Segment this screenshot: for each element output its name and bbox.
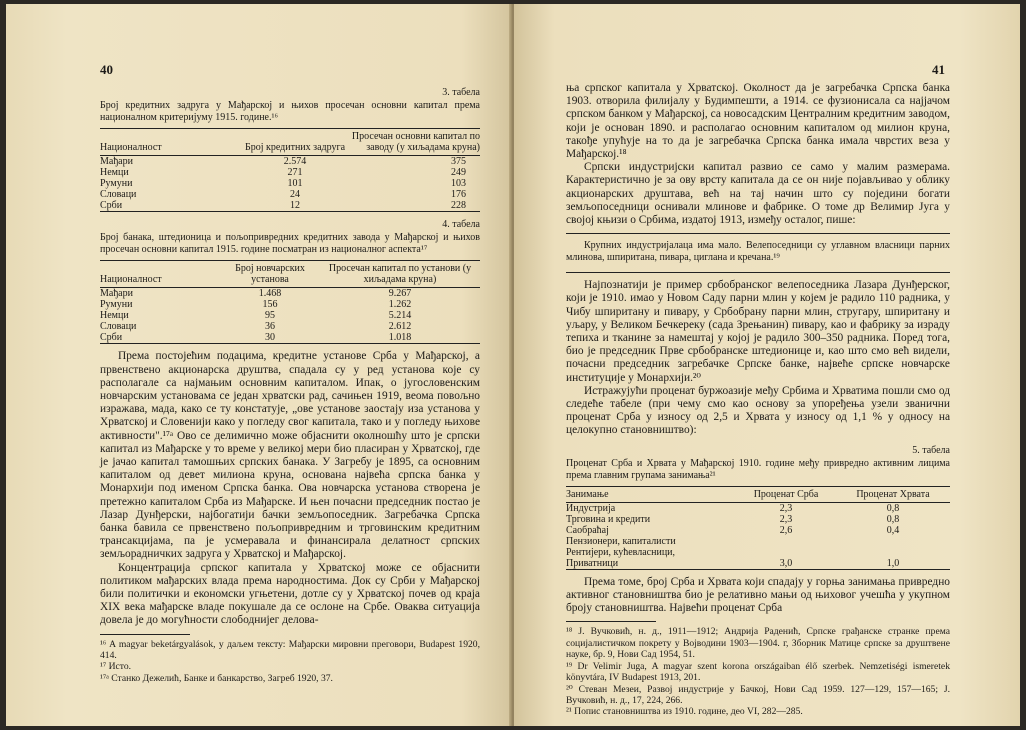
cell: 375 — [451, 156, 466, 168]
cell: 5.214 — [388, 310, 412, 322]
cell: 12 — [290, 200, 300, 212]
cell: Румуни — [100, 299, 133, 311]
cell: 1.018 — [388, 332, 412, 344]
block-quote: Крупних индустријалаца има мало. Велепоседници су углавном власници парних млинова, шпиритана, пивара, циглана и кречана.¹⁹ — [566, 240, 950, 264]
table-caption: Проценат Срба и Хрвата у Мађарској 1910. године међу привредно активним лицима према главним групама занимања²¹ — [566, 457, 950, 481]
footnote-divider — [100, 634, 190, 635]
table-row — [566, 547, 950, 558]
cell: 101 — [287, 178, 303, 190]
right-page — [514, 4, 1020, 726]
cell: Пензионери, капиталисти — [566, 535, 676, 547]
cell: 2,3 — [779, 502, 793, 514]
table-5 — [566, 486, 950, 570]
cell: 228 — [451, 200, 466, 212]
cell: 176 — [451, 189, 466, 201]
table-label: 4. табела — [442, 219, 480, 231]
book-spread — [6, 4, 1020, 726]
cell: Мађари — [100, 156, 133, 168]
cell: Саобраћај — [566, 524, 609, 536]
table-row — [100, 332, 480, 343]
cell: 0,4 — [886, 524, 900, 536]
cell: 1.468 — [258, 288, 282, 300]
table-caption: Број кредитних задруга у Мађарској и њихов просечан основни капитал према националном критеријуму 1915. године.¹⁶ — [100, 100, 480, 124]
quote-rule — [566, 272, 950, 273]
table-row — [100, 299, 480, 310]
left-page-content — [100, 86, 480, 684]
cell: Мађари — [100, 288, 133, 300]
header-cell: Просечан капитал по установи (у хиљадама круна) — [328, 263, 472, 286]
cell: 249 — [451, 167, 466, 179]
table-header — [100, 261, 480, 288]
body-paragraph: ња српског капитала у Хрватској. Околност да је загребачка Српска банка 1903. отворила филијалу у Будимпешти, а 1914. се фузионисала са најјачом српском банком у Мађарској, са новосадским Централним кредитним заводом, који је основан 1890. и располагао основним капиталом од милион круна, такође упућује на то да је загребачка Српска банка имала чврстих веза у Мађарској.¹⁸ — [566, 82, 950, 161]
header-cell: Број новчарских установа — [235, 263, 305, 286]
table-row — [100, 156, 480, 167]
page-number: 41 — [932, 62, 945, 77]
cell: Рентијери, кућевласници, — [566, 546, 676, 558]
cell: Срби — [100, 200, 123, 212]
cell — [836, 536, 950, 547]
body-paragraph: Истражујући проценат буржоазије међу Србима и Хрватима пошли смо од следеће табеле (при чему смо као основу за упоређења узели званични проценат Срба у износу од 2,5 и Хрвата у износу од 1,1 % у односу на целокупно становништво): — [566, 384, 950, 437]
table-label: 3. табела — [442, 87, 480, 98]
cell: Словаци — [100, 321, 137, 333]
footnote: ¹⁷ᵃ Станко Дежелић, Банке и банкарство, Загреб 1920, 37. — [100, 672, 333, 684]
footnote: ¹⁷ Исто. — [100, 661, 132, 673]
header-cell: Националност — [100, 142, 162, 154]
cell: 36 — [265, 321, 275, 333]
table-caption: Број банака, штедионица и пољопривредних кредитних завода у Мађарској и њихов просечан основни капитал 1915. године посматран из националног аспекта¹⁷ — [100, 232, 480, 256]
table-row — [566, 536, 950, 547]
table-row — [100, 178, 480, 189]
footnote: ¹⁸ J. Вучковић, н. д., 1911—1912; Андрија Раденић, Српске грађанске странке према социјалистичком покрету у Војводини 1903—1904. г, Зборник Матице српске за друштвене науке, бр. 9, Нови Сад 1954, 51. — [566, 626, 950, 661]
cell: 2.574 — [283, 156, 307, 168]
cell: 3,0 — [779, 557, 793, 569]
header-cell: Просечан основни капитал по заводу (у хиљадама круна) — [351, 131, 480, 154]
table-header — [566, 487, 950, 503]
body-paragraph: Најпознатији је пример србобранског велепоседника Лазара Дунђерског, који је 1910. имао у Новом Саду парни млин у којем је радило 110 радника, у Чибу шпиритану и пивару, у Србобрану парни млин, стругару, шпиритану и уљару, у Великом Бечкереку (сада Зрењанин) пивару, као и фабрику за израду тепиха и тканине за намештај у којој је радило 300–350 радника. Поред тога, био је председник Прве србобранске штедионице и, као што смо већ видели, почасни председник загребачке Српске банке, највеће српске новчарске институције у Монархији.²⁰ — [566, 279, 950, 384]
cell: 0,8 — [886, 513, 900, 525]
cell: Приватници — [566, 557, 619, 569]
table-row — [566, 503, 950, 514]
body-paragraph: Према томе, број Срба и Хрвата који спадају у горња занимања привредно активног становништва био је релативно мањи од њиховог учешћа у укупном броју становништва. Највећи проценат Срба — [566, 575, 950, 615]
cell — [736, 547, 836, 558]
body-paragraph: Концентрација српског капитала у Хрватској може се објаснити политиком мађарских влада према народностима. Док су Срби у Мађарској били политички и економски угњетени, дотле су у Хрватској почев од краја XIX века мађарске владе покушале да се ослоне на Србе. Оваква ситуација довела је до могућности слободнијег делова- — [100, 561, 480, 627]
table-row — [100, 310, 480, 321]
cell: 156 — [262, 299, 278, 311]
cell: 103 — [451, 178, 466, 190]
table-row — [566, 514, 950, 525]
cell: 2,6 — [779, 524, 793, 536]
body-paragraph: Српски индустријски капитал развио се само у малим размерама. Карактеристично је за ову врсту капитала да се он није појављивао у облику акционарских друштава, већ на тај начин што су поједини богати земљопоседници оснивали млинове и фабрике. О томе др Велимир Југа у својој књизи о Србима, издатој 1913, између осталог, пише: — [566, 161, 950, 227]
cell: Немци — [100, 310, 129, 322]
table-row — [100, 321, 480, 332]
cell: 2,3 — [779, 513, 793, 525]
cell: 30 — [265, 332, 275, 344]
header-cell: Националност — [100, 274, 162, 286]
cell — [736, 536, 836, 547]
cell: Словаци — [100, 189, 137, 201]
cell: 1.262 — [388, 299, 412, 311]
header-cell: Занимање — [566, 488, 609, 500]
table-row — [566, 525, 950, 536]
table-row — [566, 558, 950, 569]
table-row — [100, 189, 480, 200]
cell: 271 — [287, 167, 303, 179]
cell — [836, 547, 950, 558]
cell: 9.267 — [388, 288, 412, 300]
table-header — [100, 129, 480, 156]
footnote: ²¹ Попис становништва из 1910. године, део VI, 282—285. — [566, 706, 803, 718]
header-cell: Проценат Хрвата — [856, 488, 930, 500]
cell: Немци — [100, 167, 129, 179]
table-3 — [100, 128, 480, 212]
footnote: ²⁰ Стеван Мезеи, Развој индустрије у Бачкој, Нови Сад 1959. 127—129, 157—165; J. Вучковић, н. д., 17, 224, 266. — [566, 683, 950, 706]
cell: Срби — [100, 332, 123, 344]
cell: Индустрија — [566, 502, 616, 514]
cell: 2.612 — [388, 321, 412, 333]
footnote: ¹⁹ Dr Velimir Juga, A magyar szent korona országaiban élő szerbek. Nemzetiségi ismeretek könyvtára, IV Budapest 1913, 201. — [566, 660, 950, 684]
header-cell: Број кредитних задруга — [244, 142, 346, 154]
quote-rule — [566, 233, 950, 234]
cell: 95 — [265, 310, 275, 322]
table-label: 5. табела — [912, 444, 950, 456]
cell: Румуни — [100, 178, 133, 190]
table-row — [100, 200, 480, 211]
table-row — [100, 167, 480, 178]
left-page — [6, 4, 512, 726]
right-page-content — [566, 82, 950, 718]
cell: 0,8 — [886, 502, 900, 514]
cell: 24 — [290, 189, 300, 201]
cell: Трговина и кредити — [566, 513, 651, 525]
footnote-divider — [566, 621, 656, 622]
header-cell: Проценат Срба — [753, 488, 819, 500]
table-row — [100, 288, 480, 299]
body-paragraph: Према постојећим подацима, кредитне установе Срба у Мађарској, а првенствено акционарска друштва, спадала су у ред установа које су располагале са најмањим основним капиталом. Ипак, о југословенским новчарским установама се један хрватски рад, сачињен 1919, веома повољно изражава, мада, како се ту констатује, „ове установе заостају иза установа у Хрватској и Словенији како у погледу свог капитала, тако и у погледу њихове активности".¹⁷ᵃ Ово се делимично може објаснити околношћу што је српски капитал из Мађарске у то време у великој мери био пласиран у Хрватској, где је јачао капитал тамошњих српских банака. У Загребу је 1895, са основним капиталом од девет милиона круна, основана највећа српска банка у Монархији под именом Српска банка. Ова новчарска установа створена је претежно капиталом Срба из Мађарске. И њен почасни председник постао је Лазар Дунђерски, најбогатији бачки земљопоседник. Загребачка Српска банка бавила се првенствено пољопривредним и трговинским кредитним трансакцијама, па је усмеравала и финансирала делатност српских земљорадничких задруга у Хрватској и Мађарској. — [100, 350, 480, 561]
table-4 — [100, 260, 480, 344]
cell: 1,0 — [886, 557, 900, 569]
page-number: 40 — [100, 62, 113, 77]
footnote: ¹⁶ A magyar beketárgyalások, у даљем тексту: Мађарски мировни преговори, Budapest 1920, 414. — [100, 638, 480, 662]
